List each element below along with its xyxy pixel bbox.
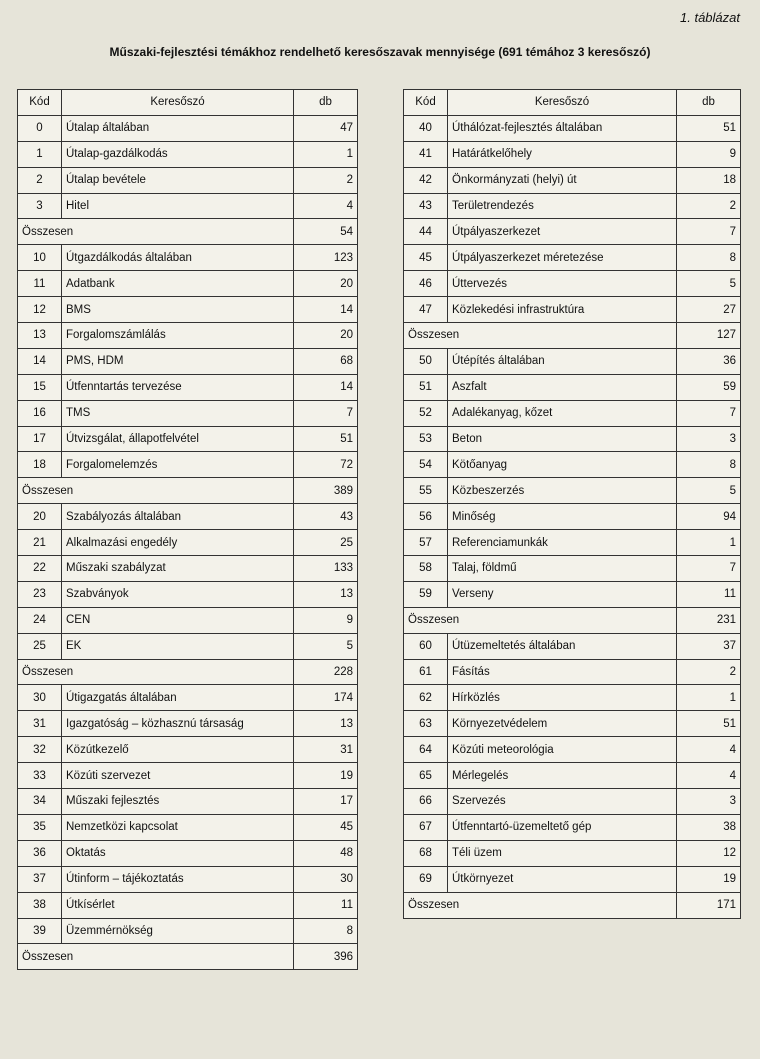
row-count: 2 bbox=[294, 167, 358, 193]
row-keyword: Fásítás bbox=[448, 659, 677, 685]
total-row bbox=[18, 219, 358, 245]
row-count: 14 bbox=[294, 374, 358, 400]
row-keyword: Szervezés bbox=[448, 789, 677, 815]
row-keyword: Adalékanyag, kőzet bbox=[448, 400, 677, 426]
row-code: 35 bbox=[18, 814, 62, 840]
row-code: 55 bbox=[404, 478, 448, 504]
row-count: 68 bbox=[294, 348, 358, 374]
row-keyword: Műszaki szabályzat bbox=[62, 556, 294, 582]
row-keyword: Aszfalt bbox=[448, 374, 677, 400]
row-count: 59 bbox=[677, 374, 741, 400]
row-count: 20 bbox=[294, 271, 358, 297]
row-code: 41 bbox=[404, 141, 448, 167]
row-keyword: Útalap-gazdálkodás bbox=[62, 141, 294, 167]
row-keyword: Közútkezelő bbox=[62, 737, 294, 763]
row-count: 7 bbox=[294, 400, 358, 426]
row-code: 13 bbox=[18, 323, 62, 349]
row-keyword: Úttervezés bbox=[448, 271, 677, 297]
header-code: Kód bbox=[18, 90, 62, 116]
header-code: Kód bbox=[404, 90, 448, 116]
table-row bbox=[404, 763, 741, 789]
table-row bbox=[18, 633, 358, 659]
row-count: 7 bbox=[677, 219, 741, 245]
row-code: 66 bbox=[404, 789, 448, 815]
header-keyword: Keresőszó bbox=[62, 90, 294, 116]
row-keyword: Szabványok bbox=[62, 581, 294, 607]
table-row bbox=[18, 685, 358, 711]
table-row bbox=[18, 271, 358, 297]
row-code: 50 bbox=[404, 348, 448, 374]
table-row bbox=[404, 193, 741, 219]
row-keyword: Oktatás bbox=[62, 840, 294, 866]
row-code: 2 bbox=[18, 167, 62, 193]
row-count: 8 bbox=[294, 918, 358, 944]
total-count: 396 bbox=[294, 944, 358, 970]
row-code: 69 bbox=[404, 866, 448, 892]
row-count: 19 bbox=[677, 866, 741, 892]
row-count: 72 bbox=[294, 452, 358, 478]
table-row bbox=[404, 271, 741, 297]
row-count: 4 bbox=[677, 737, 741, 763]
row-code: 17 bbox=[18, 426, 62, 452]
table-row bbox=[18, 763, 358, 789]
table-row bbox=[18, 245, 358, 271]
table-row bbox=[404, 530, 741, 556]
row-count: 11 bbox=[677, 581, 741, 607]
table-row bbox=[18, 167, 358, 193]
row-keyword: Útvizsgálat, állapotfelvétel bbox=[62, 426, 294, 452]
row-count: 27 bbox=[677, 297, 741, 323]
table-row bbox=[404, 840, 741, 866]
row-keyword: Közlekedési infrastruktúra bbox=[448, 297, 677, 323]
table-row bbox=[404, 297, 741, 323]
row-keyword: Határátkelőhely bbox=[448, 141, 677, 167]
table-row bbox=[18, 297, 358, 323]
total-row bbox=[404, 607, 741, 633]
row-code: 42 bbox=[404, 167, 448, 193]
row-code: 44 bbox=[404, 219, 448, 245]
row-code: 11 bbox=[18, 271, 62, 297]
table-row bbox=[18, 892, 358, 918]
row-count: 2 bbox=[677, 659, 741, 685]
row-code: 64 bbox=[404, 737, 448, 763]
row-count: 11 bbox=[294, 892, 358, 918]
row-count: 51 bbox=[677, 115, 741, 141]
row-keyword: Közúti meteorológia bbox=[448, 737, 677, 763]
row-code: 65 bbox=[404, 763, 448, 789]
table-row bbox=[18, 866, 358, 892]
table-row bbox=[404, 245, 741, 271]
row-count: 38 bbox=[677, 814, 741, 840]
row-code: 67 bbox=[404, 814, 448, 840]
table-row bbox=[18, 607, 358, 633]
row-code: 60 bbox=[404, 633, 448, 659]
row-code: 25 bbox=[18, 633, 62, 659]
row-keyword: Útigazgatás általában bbox=[62, 685, 294, 711]
row-code: 23 bbox=[18, 581, 62, 607]
row-keyword: Útfenntartás tervezése bbox=[62, 374, 294, 400]
row-count: 4 bbox=[677, 763, 741, 789]
row-code: 34 bbox=[18, 789, 62, 815]
row-count: 14 bbox=[294, 297, 358, 323]
row-code: 31 bbox=[18, 711, 62, 737]
row-count: 3 bbox=[677, 789, 741, 815]
row-count: 9 bbox=[294, 607, 358, 633]
row-keyword: Útalap bevétele bbox=[62, 167, 294, 193]
table-row bbox=[404, 478, 741, 504]
row-code: 15 bbox=[18, 374, 62, 400]
row-code: 58 bbox=[404, 556, 448, 582]
total-label: Összesen bbox=[404, 323, 677, 349]
total-count: 127 bbox=[677, 323, 741, 349]
total-count: 389 bbox=[294, 478, 358, 504]
total-row bbox=[18, 659, 358, 685]
row-keyword: Útkörnyezet bbox=[448, 866, 677, 892]
row-keyword: Útfenntartó-üzemeltető gép bbox=[448, 814, 677, 840]
row-code: 46 bbox=[404, 271, 448, 297]
row-code: 45 bbox=[404, 245, 448, 271]
row-count: 51 bbox=[677, 711, 741, 737]
row-count: 37 bbox=[677, 633, 741, 659]
row-keyword: Útkísérlet bbox=[62, 892, 294, 918]
table-row bbox=[18, 426, 358, 452]
row-count: 8 bbox=[677, 452, 741, 478]
row-code: 14 bbox=[18, 348, 62, 374]
row-code: 36 bbox=[18, 840, 62, 866]
total-count: 54 bbox=[294, 219, 358, 245]
row-code: 18 bbox=[18, 452, 62, 478]
table-row bbox=[18, 711, 358, 737]
row-keyword: Kötőanyag bbox=[448, 452, 677, 478]
table-row bbox=[404, 167, 741, 193]
total-row bbox=[404, 323, 741, 349]
row-count: 1 bbox=[677, 685, 741, 711]
row-code: 16 bbox=[18, 400, 62, 426]
row-count: 25 bbox=[294, 530, 358, 556]
table-row bbox=[18, 141, 358, 167]
row-code: 1 bbox=[18, 141, 62, 167]
row-code: 3 bbox=[18, 193, 62, 219]
row-count: 12 bbox=[677, 840, 741, 866]
row-keyword: Útgazdálkodás általában bbox=[62, 245, 294, 271]
total-row bbox=[18, 478, 358, 504]
row-keyword: Önkormányzati (helyi) út bbox=[448, 167, 677, 193]
table-row bbox=[18, 115, 358, 141]
row-count: 13 bbox=[294, 711, 358, 737]
row-code: 12 bbox=[18, 297, 62, 323]
row-keyword: Szabályozás általában bbox=[62, 504, 294, 530]
row-keyword: Közúti szervezet bbox=[62, 763, 294, 789]
row-keyword: Beton bbox=[448, 426, 677, 452]
table-row bbox=[18, 530, 358, 556]
row-keyword: Alkalmazási engedély bbox=[62, 530, 294, 556]
row-code: 20 bbox=[18, 504, 62, 530]
table-header-row bbox=[18, 90, 358, 116]
row-keyword: BMS bbox=[62, 297, 294, 323]
total-label: Összesen bbox=[18, 659, 294, 685]
row-code: 38 bbox=[18, 892, 62, 918]
row-keyword: Hitel bbox=[62, 193, 294, 219]
row-count: 19 bbox=[294, 763, 358, 789]
table-row bbox=[18, 918, 358, 944]
table-row bbox=[18, 581, 358, 607]
row-keyword: Üzemmérnökség bbox=[62, 918, 294, 944]
row-code: 47 bbox=[404, 297, 448, 323]
table-row bbox=[18, 348, 358, 374]
row-keyword: Környezetvédelem bbox=[448, 711, 677, 737]
table-row bbox=[18, 737, 358, 763]
row-keyword: Mérlegelés bbox=[448, 763, 677, 789]
row-code: 52 bbox=[404, 400, 448, 426]
row-code: 43 bbox=[404, 193, 448, 219]
table-row bbox=[404, 219, 741, 245]
row-count: 43 bbox=[294, 504, 358, 530]
table-row bbox=[18, 840, 358, 866]
row-count: 48 bbox=[294, 840, 358, 866]
total-label: Összesen bbox=[404, 892, 677, 918]
row-count: 1 bbox=[294, 141, 358, 167]
row-count: 13 bbox=[294, 581, 358, 607]
table-row bbox=[18, 556, 358, 582]
row-code: 61 bbox=[404, 659, 448, 685]
row-count: 17 bbox=[294, 789, 358, 815]
table-row bbox=[404, 115, 741, 141]
table-row bbox=[18, 504, 358, 530]
row-code: 24 bbox=[18, 607, 62, 633]
header-count: db bbox=[294, 90, 358, 116]
row-keyword: Útpályaszerkezet bbox=[448, 219, 677, 245]
row-count: 30 bbox=[294, 866, 358, 892]
row-keyword: Verseny bbox=[448, 581, 677, 607]
table-row bbox=[404, 789, 741, 815]
table-header-row bbox=[404, 90, 741, 116]
table-row bbox=[404, 141, 741, 167]
row-count: 2 bbox=[677, 193, 741, 219]
row-count: 9 bbox=[677, 141, 741, 167]
row-code: 10 bbox=[18, 245, 62, 271]
row-count: 20 bbox=[294, 323, 358, 349]
table-row bbox=[18, 323, 358, 349]
table-row bbox=[404, 452, 741, 478]
row-count: 31 bbox=[294, 737, 358, 763]
row-keyword: EK bbox=[62, 633, 294, 659]
row-keyword: Minőség bbox=[448, 504, 677, 530]
table-number-label: 1. táblázat bbox=[680, 10, 740, 25]
row-keyword: Forgalomszámlálás bbox=[62, 323, 294, 349]
row-code: 32 bbox=[18, 737, 62, 763]
row-code: 0 bbox=[18, 115, 62, 141]
row-keyword: Nemzetközi kapcsolat bbox=[62, 814, 294, 840]
row-count: 5 bbox=[677, 478, 741, 504]
row-keyword: Műszaki fejlesztés bbox=[62, 789, 294, 815]
table-row bbox=[404, 685, 741, 711]
row-code: 22 bbox=[18, 556, 62, 582]
row-keyword: Adatbank bbox=[62, 271, 294, 297]
table-row bbox=[18, 193, 358, 219]
row-code: 59 bbox=[404, 581, 448, 607]
row-count: 7 bbox=[677, 556, 741, 582]
row-code: 54 bbox=[404, 452, 448, 478]
table-row bbox=[18, 400, 358, 426]
row-code: 30 bbox=[18, 685, 62, 711]
row-keyword: PMS, HDM bbox=[62, 348, 294, 374]
row-keyword: CEN bbox=[62, 607, 294, 633]
table-row bbox=[404, 556, 741, 582]
table-row bbox=[18, 452, 358, 478]
row-keyword: Téli üzem bbox=[448, 840, 677, 866]
row-keyword: Útpályaszerkezet méretezése bbox=[448, 245, 677, 271]
row-keyword: TMS bbox=[62, 400, 294, 426]
row-count: 36 bbox=[677, 348, 741, 374]
table-row bbox=[404, 348, 741, 374]
total-row bbox=[18, 944, 358, 970]
total-count: 228 bbox=[294, 659, 358, 685]
row-code: 68 bbox=[404, 840, 448, 866]
row-code: 63 bbox=[404, 711, 448, 737]
row-code: 40 bbox=[404, 115, 448, 141]
row-code: 51 bbox=[404, 374, 448, 400]
table-row bbox=[18, 814, 358, 840]
row-code: 39 bbox=[18, 918, 62, 944]
row-count: 18 bbox=[677, 167, 741, 193]
row-count: 45 bbox=[294, 814, 358, 840]
row-count: 5 bbox=[294, 633, 358, 659]
row-count: 174 bbox=[294, 685, 358, 711]
row-count: 47 bbox=[294, 115, 358, 141]
row-keyword: Útinform – tájékoztatás bbox=[62, 866, 294, 892]
row-count: 4 bbox=[294, 193, 358, 219]
row-code: 21 bbox=[18, 530, 62, 556]
row-keyword: Útüzemeltetés általában bbox=[448, 633, 677, 659]
table-row bbox=[18, 789, 358, 815]
row-keyword: Forgalomelemzés bbox=[62, 452, 294, 478]
total-label: Összesen bbox=[404, 607, 677, 633]
row-count: 51 bbox=[294, 426, 358, 452]
table-row bbox=[18, 374, 358, 400]
row-keyword: Talaj, földmű bbox=[448, 556, 677, 582]
row-keyword: Közbeszerzés bbox=[448, 478, 677, 504]
total-label: Összesen bbox=[18, 478, 294, 504]
row-count: 94 bbox=[677, 504, 741, 530]
row-count: 5 bbox=[677, 271, 741, 297]
table-row bbox=[404, 400, 741, 426]
row-code: 62 bbox=[404, 685, 448, 711]
table-row bbox=[404, 426, 741, 452]
row-count: 133 bbox=[294, 556, 358, 582]
row-keyword: Útépítés általában bbox=[448, 348, 677, 374]
row-keyword: Területrendezés bbox=[448, 193, 677, 219]
keyword-table-left bbox=[17, 89, 358, 970]
table-row bbox=[404, 504, 741, 530]
table-row bbox=[404, 374, 741, 400]
total-label: Összesen bbox=[18, 219, 294, 245]
row-code: 57 bbox=[404, 530, 448, 556]
row-keyword: Igazgatóság – közhasznú társaság bbox=[62, 711, 294, 737]
row-keyword: Referenciamunkák bbox=[448, 530, 677, 556]
total-row bbox=[404, 892, 741, 918]
header-count: db bbox=[677, 90, 741, 116]
row-count: 3 bbox=[677, 426, 741, 452]
table-row bbox=[404, 866, 741, 892]
total-count: 171 bbox=[677, 892, 741, 918]
header-keyword: Keresőszó bbox=[448, 90, 677, 116]
table-row bbox=[404, 633, 741, 659]
table-row bbox=[404, 581, 741, 607]
table-row bbox=[404, 737, 741, 763]
table-row bbox=[404, 814, 741, 840]
row-count: 8 bbox=[677, 245, 741, 271]
row-keyword: Úthálózat-fejlesztés általában bbox=[448, 115, 677, 141]
table-row bbox=[404, 659, 741, 685]
total-count: 231 bbox=[677, 607, 741, 633]
row-count: 1 bbox=[677, 530, 741, 556]
page-title: Műszaki-fejlesztési témákhoz rendelhető keresőszavak mennyisége (691 témához 3 keresőszó) bbox=[109, 45, 651, 59]
keyword-table-right bbox=[403, 89, 741, 919]
row-code: 37 bbox=[18, 866, 62, 892]
row-count: 123 bbox=[294, 245, 358, 271]
row-code: 56 bbox=[404, 504, 448, 530]
row-code: 53 bbox=[404, 426, 448, 452]
row-keyword: Hírközlés bbox=[448, 685, 677, 711]
total-label: Összesen bbox=[18, 944, 294, 970]
table-row bbox=[404, 711, 741, 737]
row-keyword: Útalap általában bbox=[62, 115, 294, 141]
row-count: 7 bbox=[677, 400, 741, 426]
row-code: 33 bbox=[18, 763, 62, 789]
